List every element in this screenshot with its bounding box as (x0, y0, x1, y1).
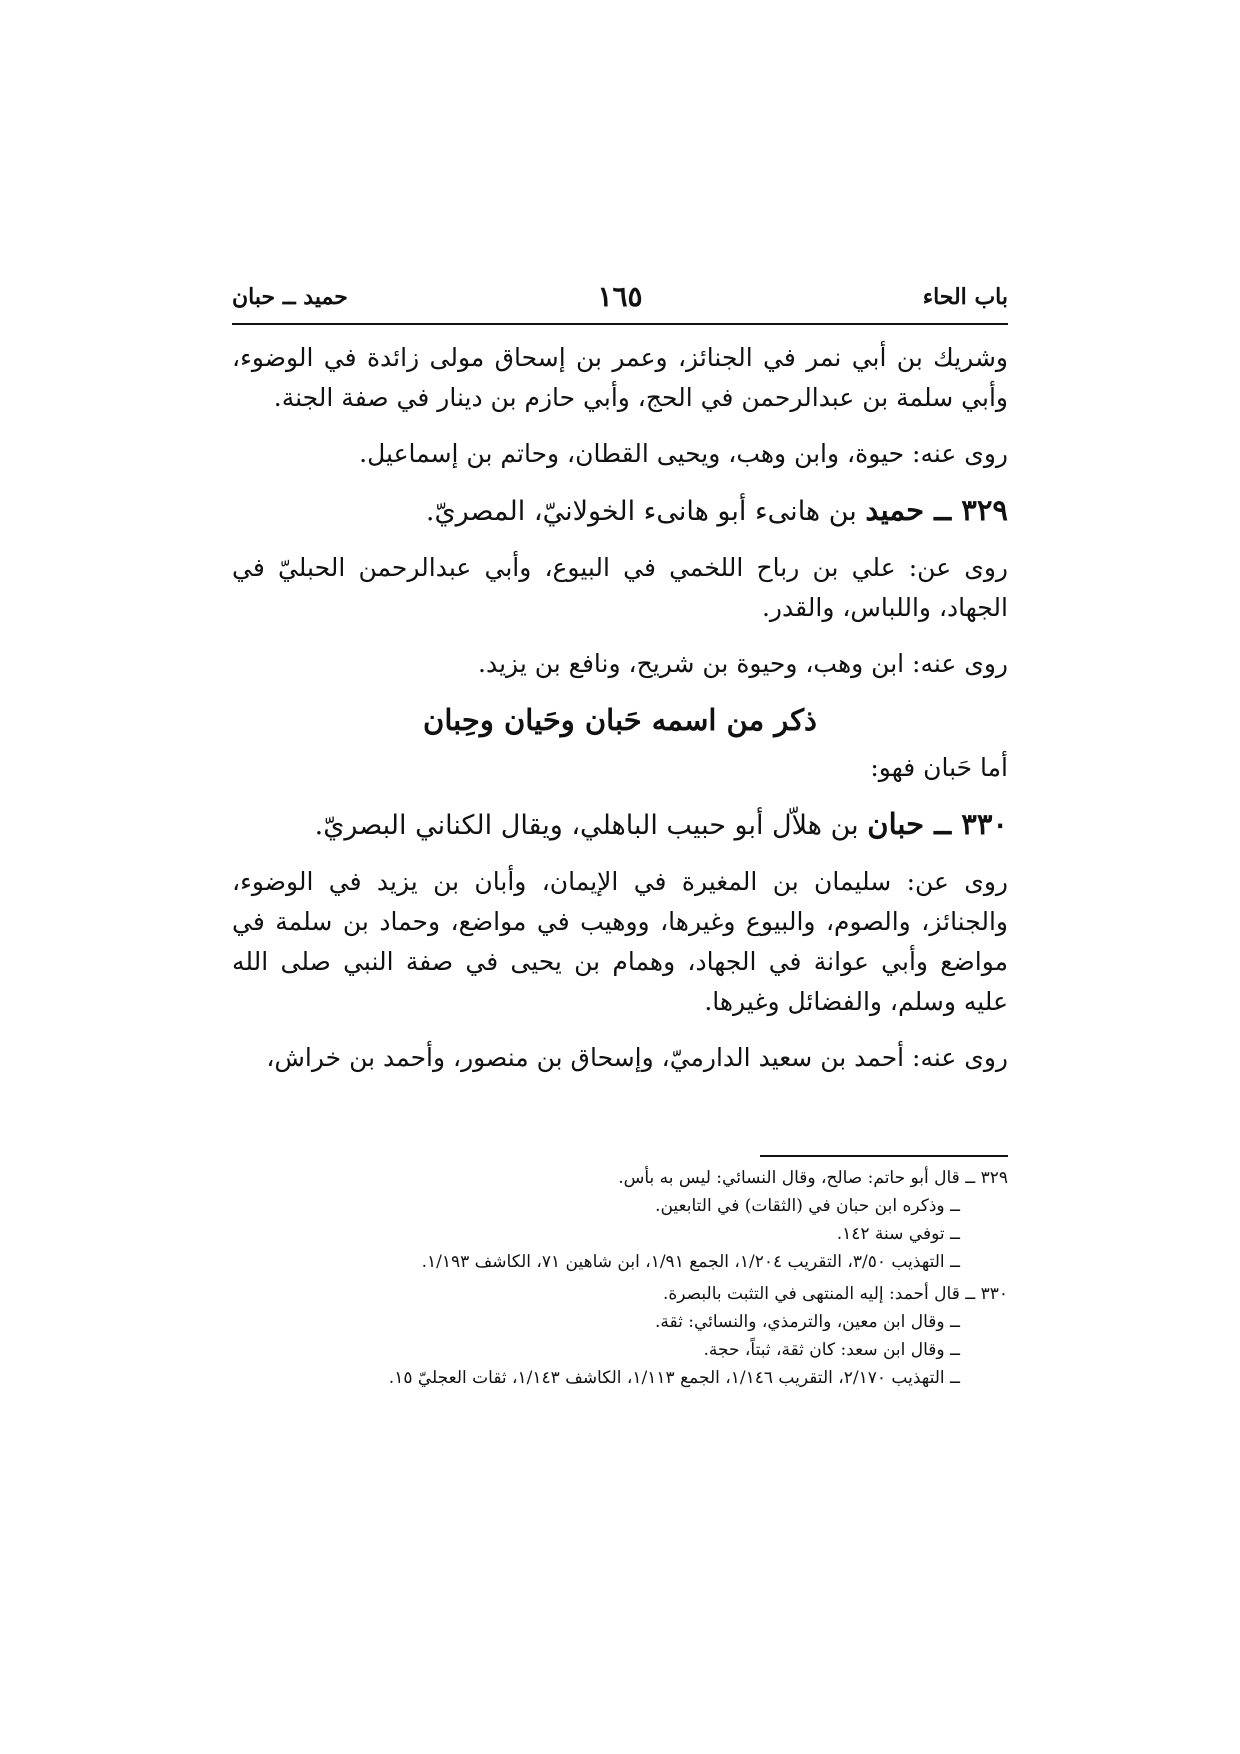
footnote-line: ــ التهذيب ٣/٥٠، التقريب ١/٢٠٤، الجمع ١/٩١، ابن شاهين ٧١، الكاشف ١/١٩٣. (421, 1252, 960, 1272)
footnote-line: ــ توفي سنة ١٤٢. (836, 1224, 960, 1244)
entry-name: حبان (867, 807, 925, 841)
narrators-from-him: روى عنه: حيوة، وابن وهب، ويحيى القطان، وحاتم بن إسماعيل. (359, 439, 1008, 468)
footnote-rule (760, 1155, 1008, 1157)
narrators-from-him: روى عنه: أحمد بن سعيد الدارميّ، وإسحاق بن منصور، وأحمد بن خراش، (266, 1043, 1008, 1072)
running-title: حميد ــ حبان (232, 284, 348, 310)
chapter-title: باب الحاء (922, 284, 1008, 310)
entry-lineage: بن هلاّل أبو حبيب الباهلي، ويقال الكناني البصريّ. (314, 810, 868, 841)
entry-lineage: بن هانىء أبو هانىء الخولانيّ، المصريّ. (425, 496, 866, 527)
entry-name: حميد (865, 493, 925, 527)
footnote-line: ٣٣٠ ــ قال أحمد: إليه المنتهى في التثبت بالبصرة. (662, 1284, 1008, 1304)
narrators-from-him: روى عنه: ابن وهب، وحيوة بن شريح، ونافع بن يزيد. (478, 649, 1008, 678)
footnote-329 (232, 1164, 1008, 1276)
footnote-330 (232, 1280, 1008, 1392)
footnote-line: ــ وذكره ابن حبان في (الثقات) في التابعين. (655, 1196, 960, 1216)
footnote-line: ــ وقال ابن معين، والترمذي، والنسائي: ثقة. (654, 1312, 960, 1332)
entry-number: ٣٣٠ (961, 807, 1008, 841)
section-heading: ذكر من اسمه حَبان وحَيان وحِبان (423, 703, 817, 737)
entry-dash: ــ (924, 807, 962, 841)
main-text (232, 338, 1008, 1094)
footnote-line: ــ التهذيب ٢/١٧٠، التقريب ١/١٤٦، الجمع ١/١١٣، الكاشف ١/١٤٣، ثقات العجليّ ١٥. (388, 1368, 960, 1388)
entry-number: ٣٢٩ (961, 493, 1008, 527)
page-number: ١٦٥ (597, 280, 643, 313)
footnote-line: ٣٢٩ ــ قال أبو حاتم: صالح، وقال النسائي: ليس به بأس. (618, 1168, 1008, 1188)
footnote-line: ــ وقال ابن سعد: كان ثقة، ثبتاً، حجة. (703, 1340, 960, 1360)
entry-330 (232, 804, 1008, 846)
narrated-from: روى عن: سليمان بن المغيرة في الإيمان، وأبان بن يزيد في الوضوء، والجنائز، والصوم، والبيوع وغيرها، ووهيب في مواضع، وحماد بن سلمة في مواضع وأبي عوانة في الجهاد، وهمام بن يحيى في صفة النبي صلى الله عليه وسلم، والفضائل وغيرها. (232, 867, 1008, 1016)
section-intro: أما حَبان فهو: (870, 753, 1008, 782)
page-header (232, 280, 1008, 320)
footnotes (232, 1164, 1008, 1396)
paragraph-continuation: وشريك بن أبي نمر في الجنائز، وعمر بن إسحاق مولى زائدة في الوضوء، وأبي سلمة بن عبدالرحمن في الحج، وأبي حازم بن دينار في صفة الجنة. (232, 343, 1008, 412)
narrated-from: روى عن: علي بن رباح اللخمي في البيوع، وأبي عبدالرحمن الحبليّ في الجهاد، واللباس، والقدر. (232, 553, 1008, 622)
entry-329 (232, 490, 1008, 532)
entry-dash: ــ (924, 493, 962, 527)
header-rule (232, 323, 1008, 325)
